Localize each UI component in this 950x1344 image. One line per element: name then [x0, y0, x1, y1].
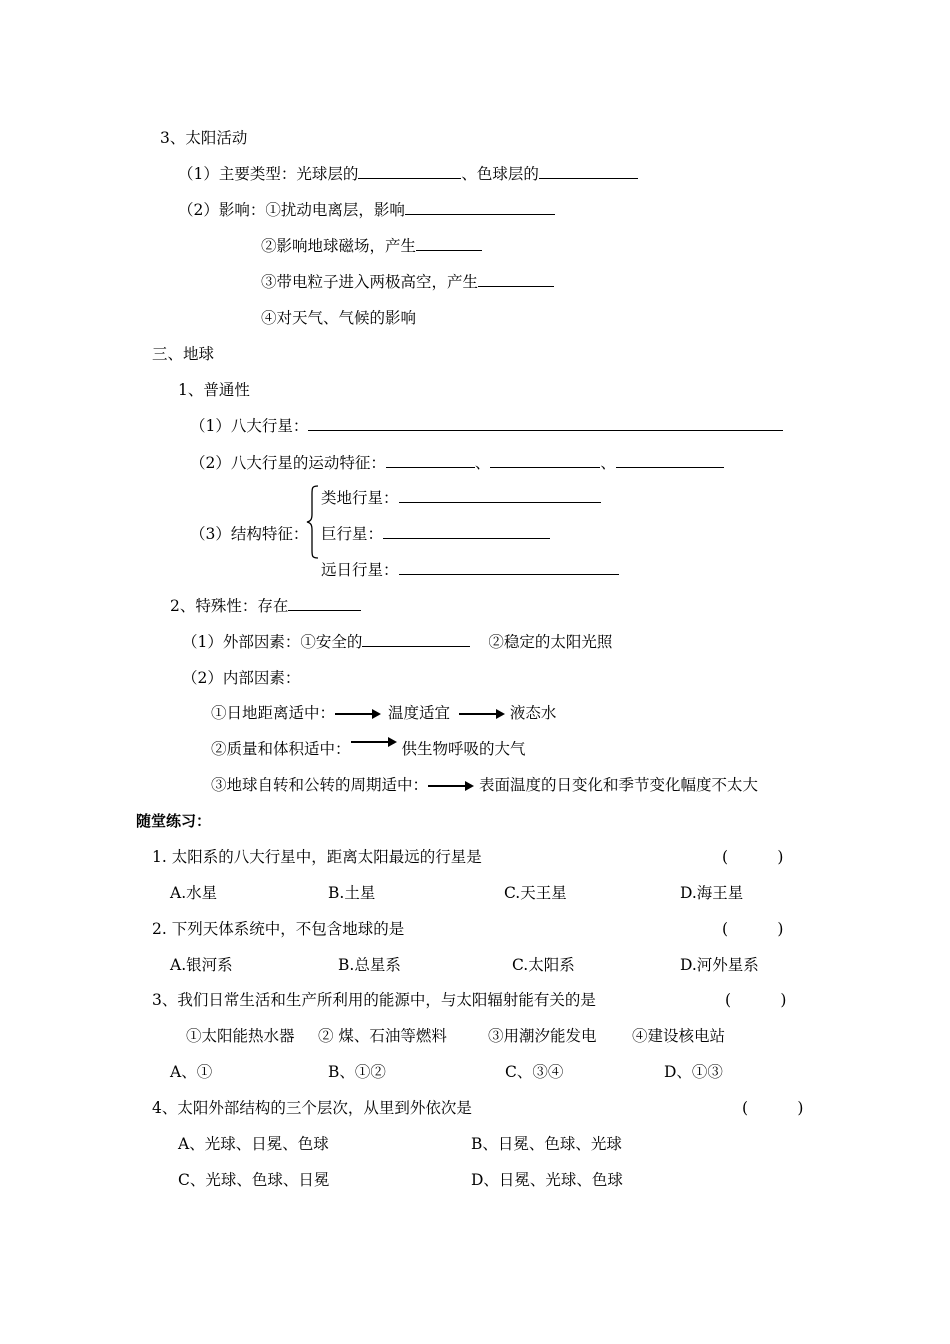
q1-option-d[interactable]: D.海王星 — [680, 884, 744, 902]
blank-planets[interactable] — [308, 416, 783, 431]
solar-types-separator: 、色球层的 — [461, 165, 539, 183]
answer-paren-3[interactable]: ( ) — [725, 991, 787, 1009]
question-3-stem: 3、我们日常生活和生产所利用的能源中，与太阳辐射能有关的是 — [152, 991, 596, 1009]
motion-label: （2）八大行星的运动特征： — [190, 454, 386, 472]
earth-ordinary-heading: 1、普通性 — [178, 381, 250, 399]
q4-option-d[interactable]: D、日冕、光球、色球 — [471, 1171, 623, 1189]
solar-impact-4: ④对天气、气候的影响 — [261, 309, 417, 327]
internal-1c: 液态水 — [509, 704, 557, 722]
planets-label: （1）八大行星： — [190, 417, 309, 435]
solar-types-line — [178, 164, 638, 184]
solar-impact-line-3 — [261, 272, 554, 292]
motion-separator-1: 、 — [474, 454, 491, 472]
blank-giant[interactable] — [383, 524, 550, 539]
planets-line — [190, 416, 783, 436]
internal-3a: ③地球自转和公转的周期适中： — [211, 776, 429, 794]
q3-item-4: ④建设核电站 — [632, 1027, 726, 1045]
q4-option-b[interactable]: B、日冕、色球、光球 — [471, 1135, 622, 1153]
q2-option-b[interactable]: B.总星系 — [338, 956, 401, 974]
arrow-icon — [335, 709, 381, 719]
q2-option-d[interactable]: D.河外星系 — [680, 956, 759, 974]
answer-paren-1[interactable]: ( ) — [722, 848, 784, 866]
practice-heading: 随堂练习： — [136, 812, 212, 830]
blank-magnetic[interactable] — [416, 236, 482, 251]
blank-far[interactable] — [399, 560, 619, 575]
brace-icon — [305, 484, 321, 560]
question-1-stem: 1. 太阳系的八大行星中，距离太阳最远的行星是 — [152, 848, 482, 866]
solar-impact-line-2 — [261, 236, 482, 256]
blank-motion-3[interactable] — [616, 453, 724, 468]
q3-option-a[interactable]: A、① — [170, 1063, 213, 1081]
arrow-icon — [351, 737, 397, 747]
far-line — [321, 560, 619, 580]
giant-line — [321, 524, 550, 544]
motion-line — [190, 453, 724, 473]
q1-option-a[interactable]: A.水星 — [170, 884, 218, 902]
structure-label: （3）结构特征： — [190, 525, 309, 543]
blank-safe[interactable] — [362, 632, 470, 647]
internal-1-line — [211, 703, 556, 723]
internal-3b: 表面温度的日变化和季节变化幅度不太大 — [478, 776, 758, 794]
solar-impact-label: （2）影响：①扰动电离层，影响 — [178, 201, 405, 219]
blank-ionosphere[interactable] — [405, 200, 555, 215]
motion-separator-2: 、 — [600, 454, 616, 472]
q1-option-b[interactable]: B.土星 — [328, 884, 376, 902]
answer-paren-2[interactable]: ( ) — [722, 920, 784, 938]
arrow-icon — [459, 709, 505, 719]
q4-option-c[interactable]: C、光球、色球、日冕 — [178, 1171, 330, 1189]
q3-option-d[interactable]: D、①③ — [664, 1063, 723, 1081]
internal-1a: ①日地距离适中： — [211, 704, 336, 722]
section-earth-heading: 三、地球 — [152, 345, 215, 363]
external-line — [182, 632, 612, 652]
section-solar-activity-heading: 3、太阳活动 — [160, 129, 248, 147]
internal-1b: 温度适宜 — [387, 704, 450, 722]
solar-impact-3-label: ③带电粒子进入两极高空，产生 — [261, 273, 479, 291]
blank-motion-1[interactable] — [386, 453, 475, 468]
blank-life[interactable] — [288, 596, 361, 611]
special-label: 2、特殊性：存在 — [170, 597, 289, 615]
q1-option-c[interactable]: C.天王星 — [504, 884, 567, 902]
blank-motion-2[interactable] — [490, 453, 600, 468]
internal-2b: 供生物呼吸的大气 — [401, 740, 526, 758]
terrestrial-label: 类地行星： — [321, 489, 399, 507]
q3-option-c[interactable]: C、③④ — [505, 1063, 564, 1081]
external-2: ②稳定的太阳光照 — [488, 633, 613, 651]
q2-option-c[interactable]: C.太阳系 — [512, 956, 575, 974]
giant-label: 巨行星： — [321, 525, 384, 543]
arrow-icon — [428, 781, 474, 791]
q2-option-a[interactable]: A.银河系 — [170, 956, 233, 974]
solar-types-label: （1）主要类型：光球层的 — [178, 165, 359, 183]
internal-2a: ②质量和体积适中： — [211, 740, 351, 758]
answer-paren-4[interactable]: ( ) — [742, 1099, 804, 1117]
question-2-stem: 2. 下列天体系统中，不包含地球的是 — [152, 920, 405, 938]
q3-item-1: ①太阳能热水器 — [186, 1027, 295, 1045]
blank-terrestrial[interactable] — [399, 488, 601, 503]
internal-2-line — [211, 739, 525, 759]
internal-label: （2）内部因素： — [182, 669, 301, 687]
solar-impact-2-label: ②影响地球磁场，产生 — [261, 237, 417, 255]
q4-option-a[interactable]: A、光球、日冕、色球 — [178, 1135, 329, 1153]
question-4-stem: 4、太阳外部结构的三个层次，从里到外依次是 — [152, 1099, 472, 1117]
solar-impact-line-1 — [178, 200, 555, 220]
special-line — [170, 596, 361, 616]
q3-option-b[interactable]: B、①② — [328, 1063, 386, 1081]
internal-3-line — [211, 775, 758, 795]
blank-aurora[interactable] — [478, 272, 554, 287]
q3-item-2: ② 煤、石油等燃料 — [318, 1027, 447, 1045]
blank-chromosphere[interactable] — [539, 164, 638, 179]
external-label: （1）外部因素：①安全的 — [182, 633, 363, 651]
blank-photosphere[interactable] — [358, 164, 461, 179]
terrestrial-line — [321, 488, 601, 508]
q3-item-3: ③用潮汐能发电 — [488, 1027, 597, 1045]
far-label: 远日行星： — [321, 561, 399, 579]
